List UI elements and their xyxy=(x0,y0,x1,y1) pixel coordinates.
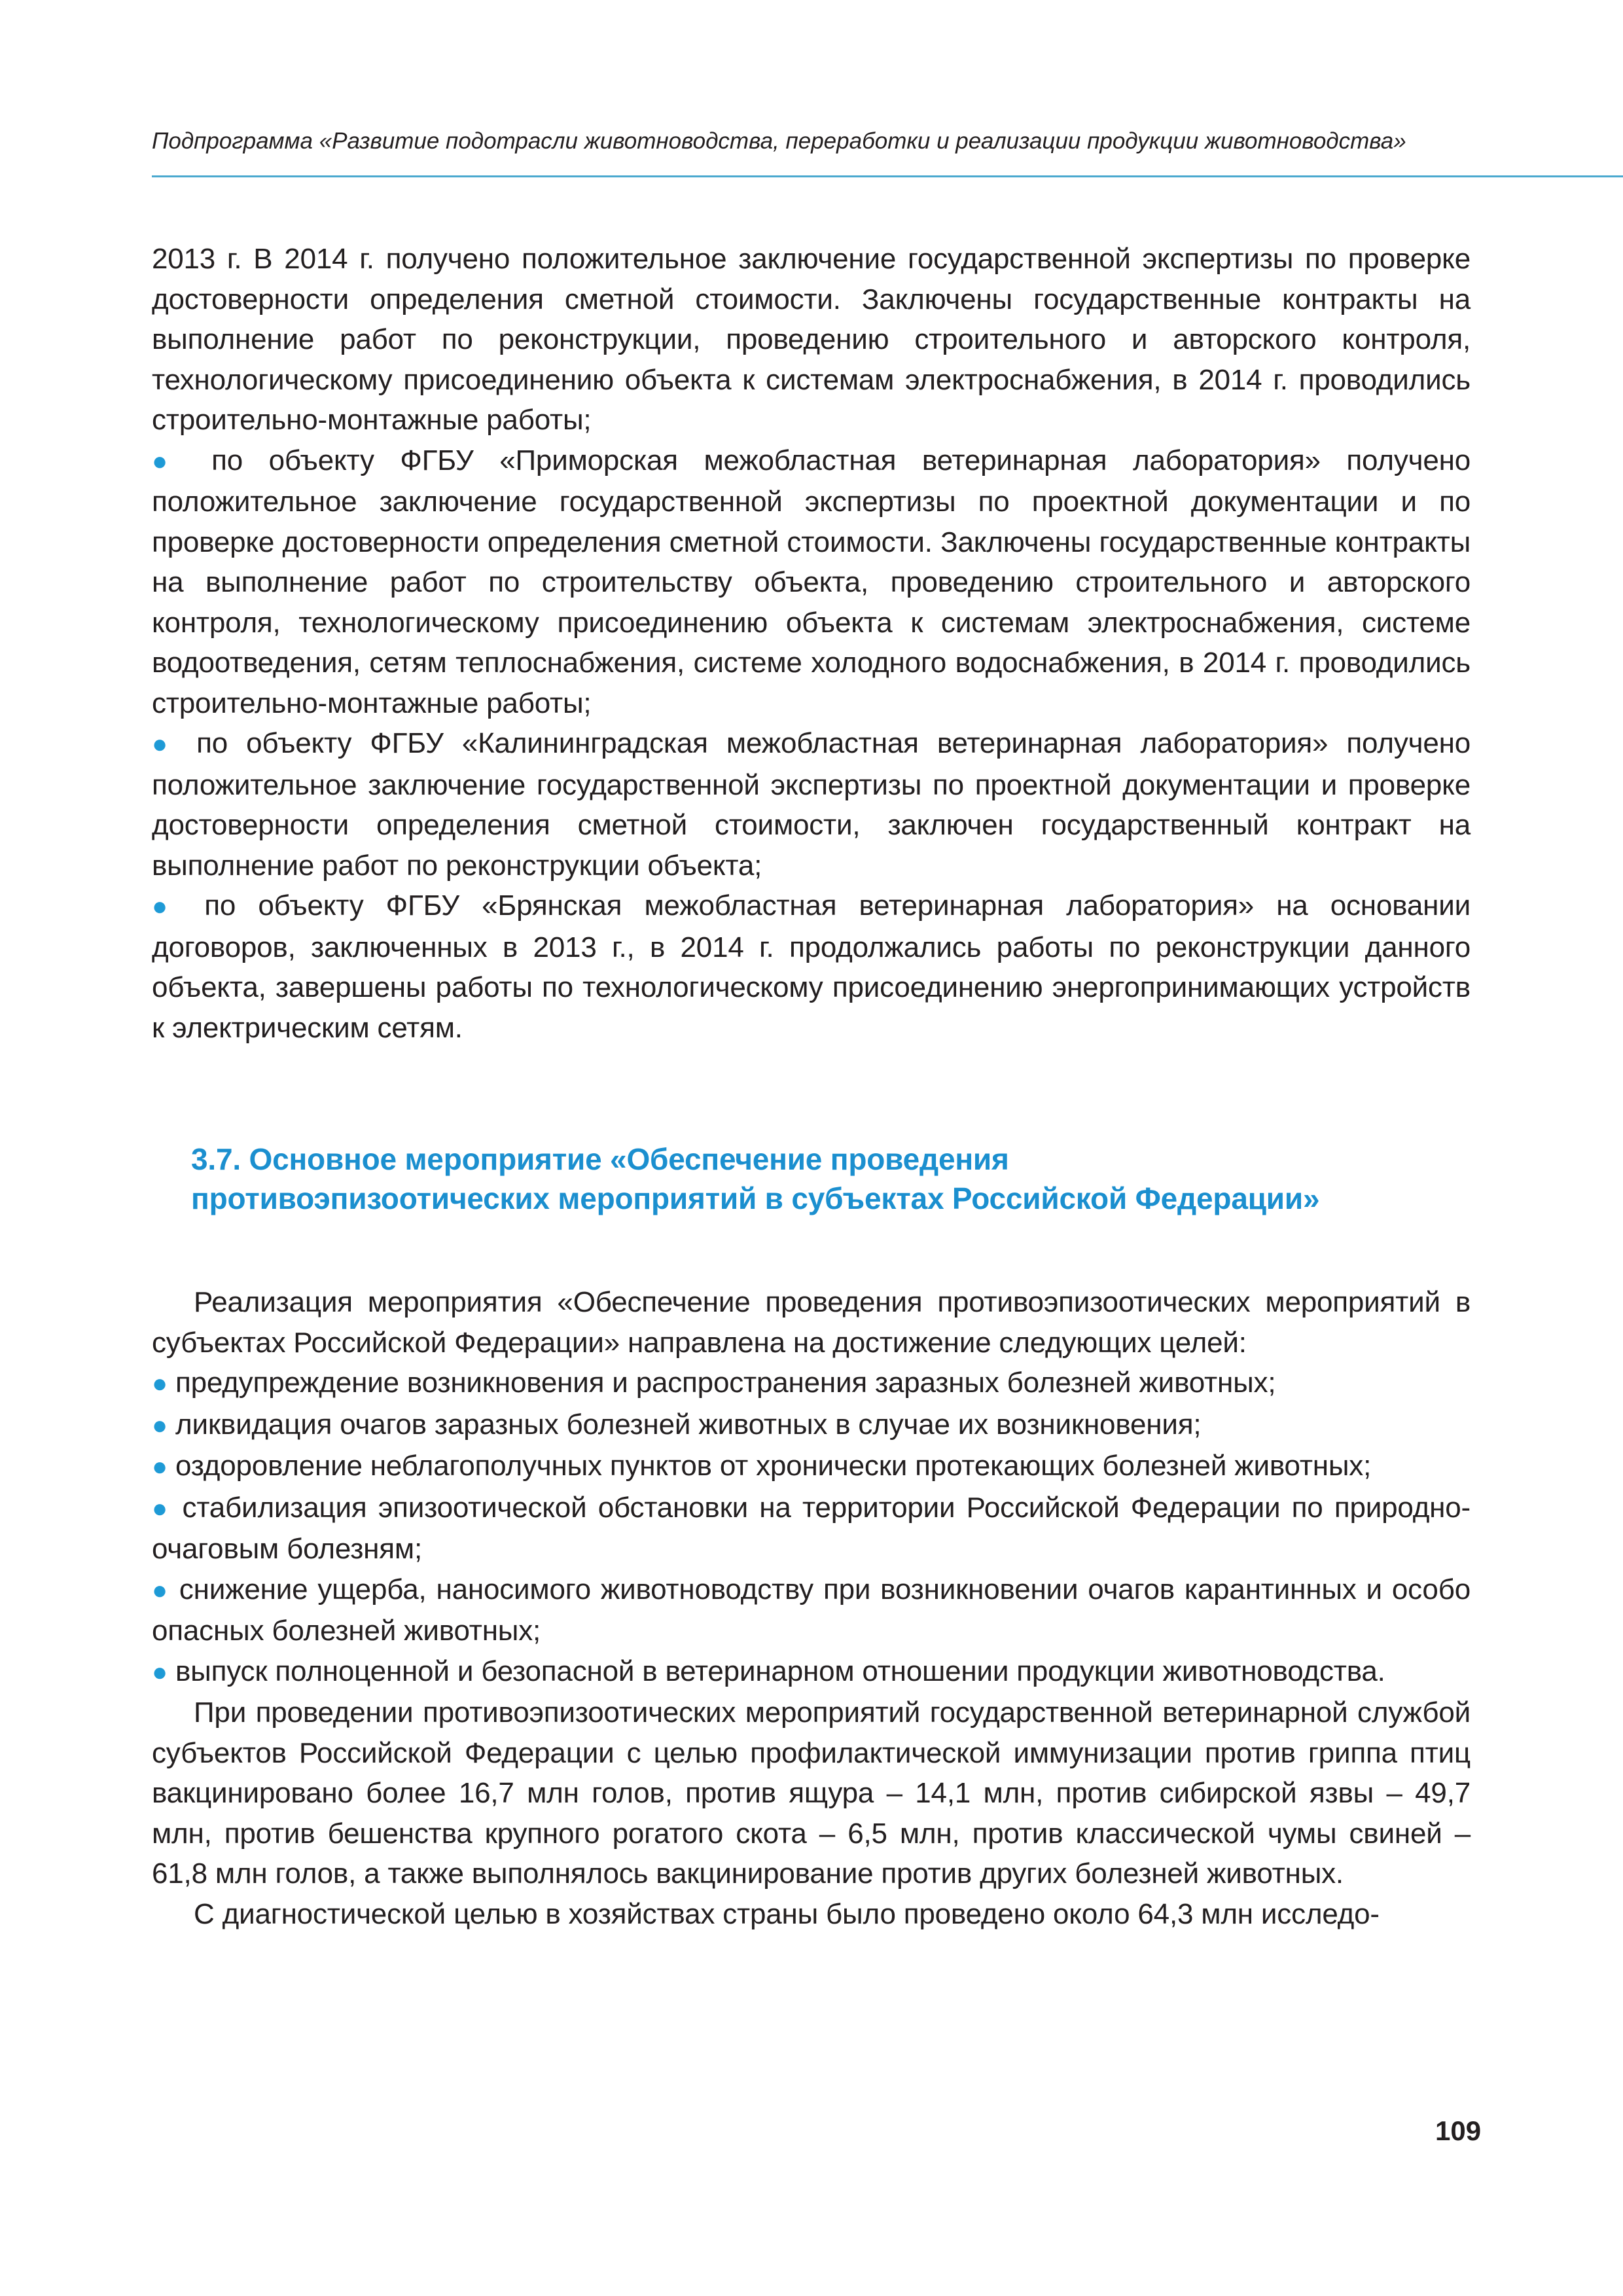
bullet-icon: ● xyxy=(152,446,186,476)
page-number: 109 xyxy=(1435,2115,1482,2146)
goal-item xyxy=(152,1405,1471,1446)
goal-item xyxy=(152,1446,1471,1488)
goal-item xyxy=(152,1363,1471,1405)
bullet-icon: ● xyxy=(152,1575,169,1605)
goal-item xyxy=(152,1488,1471,1570)
intro-paragraph: Реализация мероприятия «Обеспечение проведения противоэпизоотических мероприятий в субъектах Российской Федерации» направлена на достижение следующих целей: xyxy=(152,1286,1471,1359)
bullet-text: по объекту ФГБУ «Брянская межобластная ветеринарная лаборатория» на основании договоров, заключенных в 2013 г., в 2014 г. продолжались работы по реконструкции данного объекта, завершены работы по технологическому присоединению энергопринимающих устройств к электрическим сетям. xyxy=(152,889,1471,1044)
goal-text: снижение ущерба, наносимого животноводству при возникновении очагов карантинных и особо опасных болезней животных; xyxy=(152,1573,1471,1647)
bullet-text: по объекту ФГБУ «Приморская межобластная ветеринарная лаборатория» получено положительное заключение государственной экспертизы по проектной документации и по проверке достоверности определения сметной стоимости. Заключены государственные контракты на выполнение работ по строительству объекта, проведению строительного и авторского контроля, технологическому присоединению объекта к системам электроснабжения, системе водоотведения, сетям теплоснабжения, системе холодного водоснабжения, в 2014 г. проводились строительно-монтажные работы; xyxy=(152,444,1471,719)
section-heading xyxy=(191,1139,1471,1218)
goal-item xyxy=(152,1651,1471,1693)
goal-text: выпуск полноценной и безопасной в ветеринарном отношении продукции животноводства. xyxy=(175,1655,1385,1687)
bullet-item-primorskaya xyxy=(152,440,1471,724)
vaccination-paragraph: При проведении противоэпизоотических мероприятий государственной ветеринарной службой субъектов Российской Федерации с целью профилактической иммунизации против гриппа птиц вакцинировано более 16,7 млн голов, против ящура – 14,1 млн, против сибирской язвы – 49,7 млн, против бешенства крупного рогатого скота – 6,5 млн, против классической чумы свиней – 61,8 млн голов, а также выполнялось вакцинирование против других болезней животных. xyxy=(152,1696,1471,1890)
bullet-icon: ● xyxy=(152,1657,168,1687)
bullet-icon: ● xyxy=(152,1410,168,1440)
goal-text: ликвидация очагов заразных болезней животных в случае их возникновения; xyxy=(175,1408,1202,1441)
bullet-icon: ● xyxy=(152,1452,168,1481)
goal-text: оздоровление неблагополучных пунктов от хронически протекающих болезней животных; xyxy=(175,1450,1372,1482)
diagnostic-paragraph: С диагностической целью в хозяйствах страны было проведено около 64,3 млн исследо- xyxy=(194,1897,1380,1930)
bullet-item-kaliningradskaya xyxy=(152,723,1471,886)
paragraph-continued: 2013 г. В 2014 г. получено положительное заключение государственной экспертизы по проверке достоверности определения сметной стоимости. Заключены государственные контракты на выполнение работ по реконструкции, проведению строительного и авторского контроля, технологическому присоединению объекта к системам электроснабжения, в 2014 г. проводились строительно-монтажные работы; xyxy=(152,243,1471,436)
goal-text: предупреждение возникновения и распространения заразных болезней животных; xyxy=(175,1367,1276,1399)
bullet-icon: ● xyxy=(152,730,179,759)
bullet-text: по объекту ФГБУ «Калининградская межобластная ветеринарная лаборатория» получено положительное заключение государственной экспертизы по проектной документации и проверке достоверности определения сметной стоимости, заключен государственный контракт на выполнение работ по реконструкции объекта; xyxy=(152,727,1471,882)
page-content xyxy=(152,239,1471,1934)
section-heading-line-1: 3.7. Основное мероприятие «Обеспечение проведения xyxy=(191,1142,1009,1176)
goal-item xyxy=(152,1570,1471,1651)
header-divider xyxy=(152,175,1623,177)
bullet-icon: ● xyxy=(152,892,183,921)
bullet-item-bryanskaya xyxy=(152,886,1471,1048)
bullet-icon: ● xyxy=(152,1494,171,1523)
section-heading-line-2: противоэпизоотических мероприятий в субъектах Российской Федерации» xyxy=(191,1181,1320,1215)
bullet-icon: ● xyxy=(152,1369,168,1398)
running-header: Подпрограмма «Развитие подотрасли животноводства, переработки и реализации продукции животноводства» xyxy=(152,128,1406,154)
goal-text: стабилизация эпизоотической обстановки на территории Российской Федерации по природно-очаговым болезням; xyxy=(152,1491,1471,1565)
